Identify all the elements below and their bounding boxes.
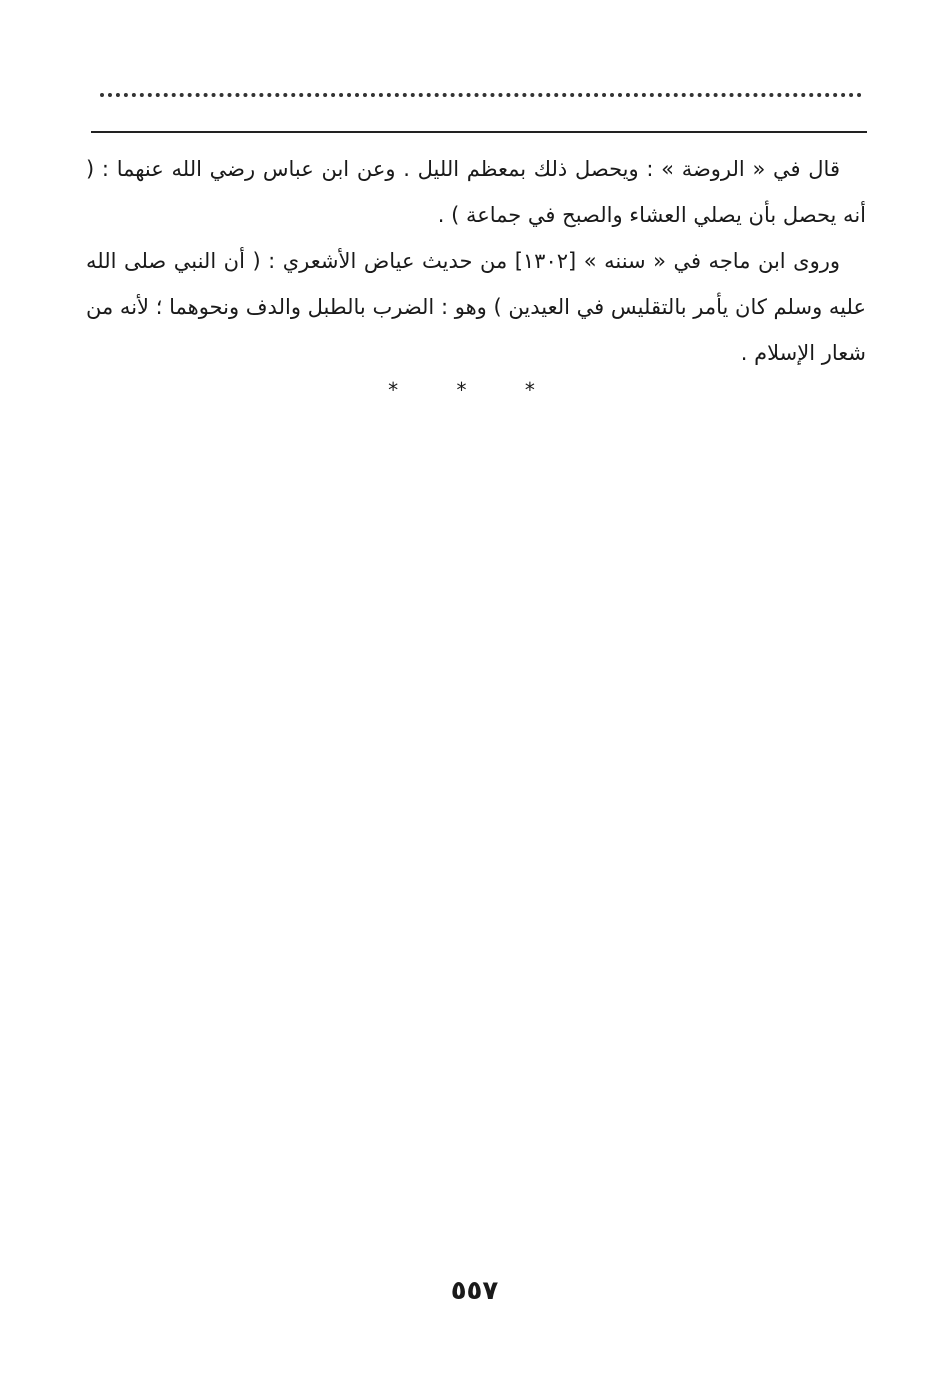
footnote-rule <box>91 131 867 133</box>
dotted-divider <box>100 93 862 107</box>
body-text <box>86 146 866 376</box>
paragraph-1: قال في « الروضة » : ويحصل ذلك بمعظم الليل . وعن ابن عباس رضي الله عنهما : ( أنه يحصل بأن يصلي العشاء والصبح في جماعة ) . <box>86 157 866 227</box>
page-number: ٥٥٧ <box>450 1276 499 1306</box>
section-separator: * * * <box>388 378 561 402</box>
paragraph-2: وروى ابن ماجه في « سننه » [١٣٠٢] من حديث عياض الأشعري : ( أن النبي صلى الله عليه وسلم كان يأمر بالتقليس في العيدين ) وهو : الضرب بالطبل والدف ونحوهما ؛ لأنه من شعار الإسلام . <box>86 249 866 365</box>
